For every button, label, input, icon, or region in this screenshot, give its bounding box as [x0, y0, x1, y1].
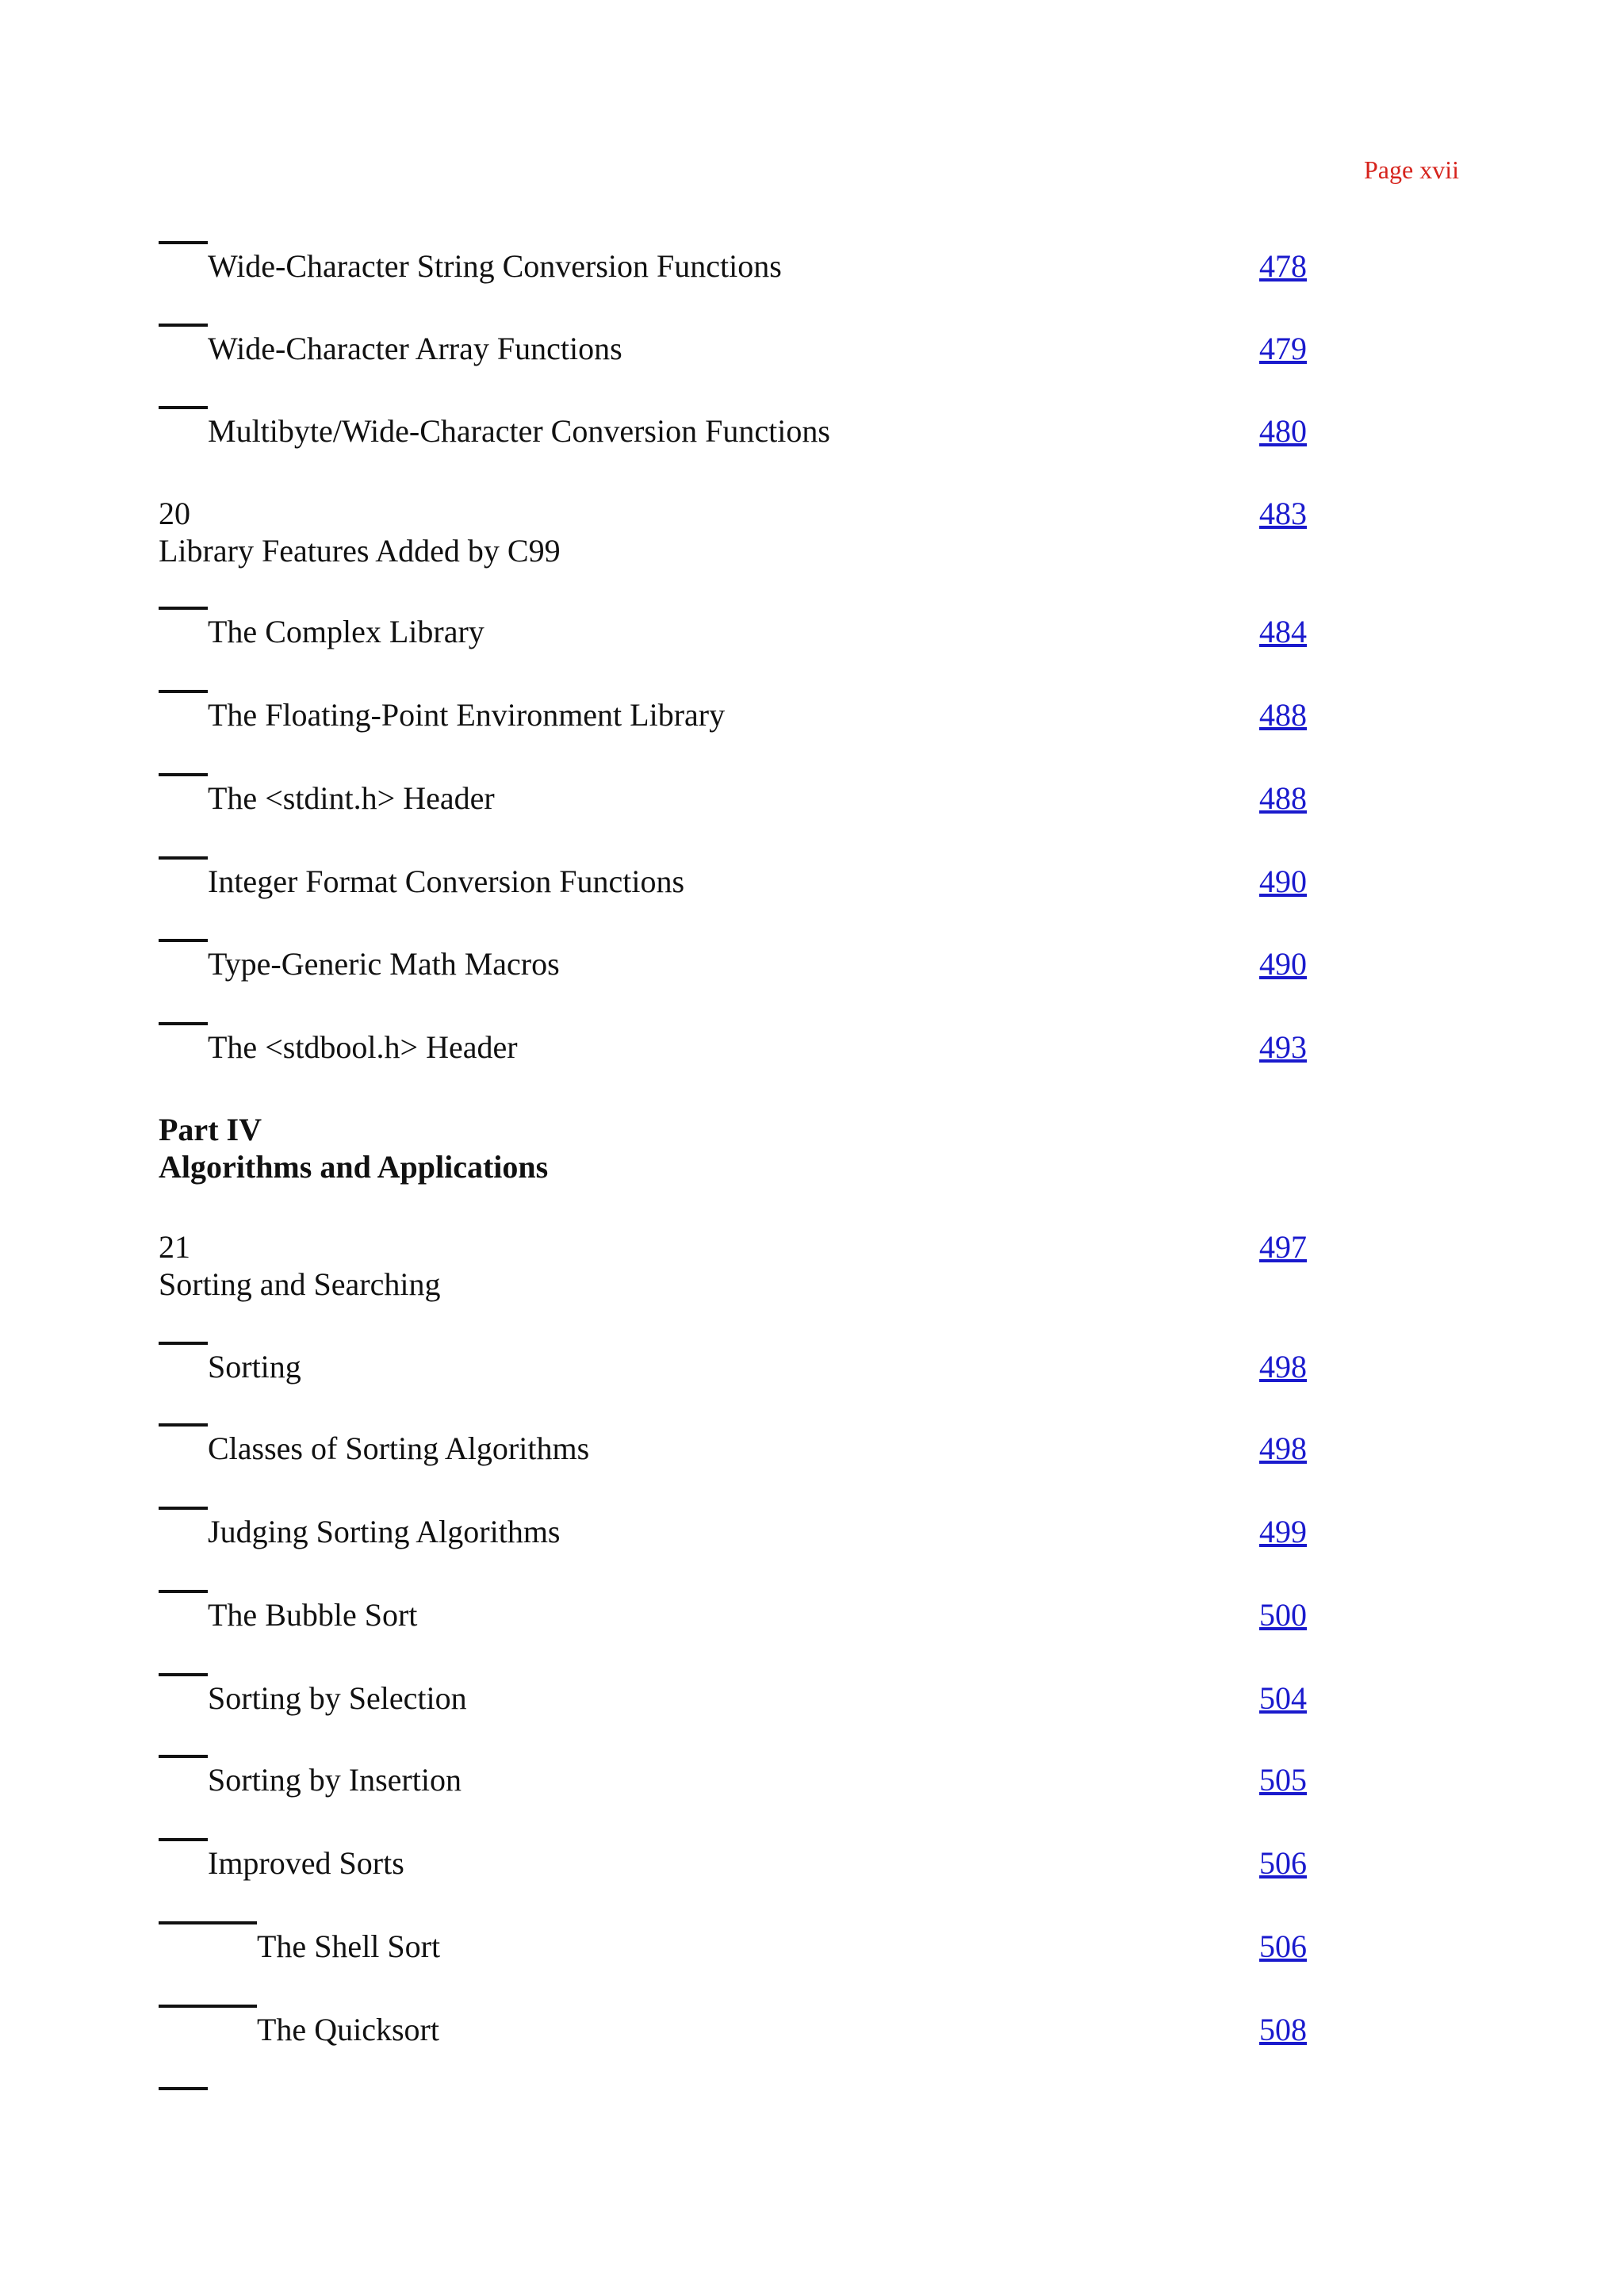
toc-entry	[0, 945, 1624, 993]
toc-page-link[interactable]: 483	[1259, 496, 1307, 531]
toc-entry	[0, 1844, 1624, 1892]
toc-page-link[interactable]: 490	[1259, 946, 1307, 982]
toc-entry-label: Sorting	[208, 1349, 301, 1384]
toc-page-link[interactable]: 500	[1259, 1597, 1307, 1633]
indent-rule	[159, 241, 208, 244]
toc-entry-label: Sorting by Selection	[208, 1680, 467, 1716]
toc-entry	[0, 412, 1624, 460]
chapter-heading	[0, 1228, 1624, 1316]
toc-entry-label: Wide-Character String Conversion Functions	[208, 248, 782, 284]
indent-rule	[159, 607, 208, 610]
toc-entry-label: Judging Sorting Algorithms	[208, 1514, 561, 1549]
indent-rule	[159, 1507, 208, 1510]
toc-entry-label: The Floating-Point Environment Library	[208, 697, 726, 733]
toc-page-link[interactable]: 505	[1259, 1762, 1307, 1798]
toc-page-link[interactable]: 484	[1259, 614, 1307, 649]
toc-entry-label: Sorting by Insertion	[208, 1762, 462, 1798]
indent-rule	[159, 1838, 208, 1841]
indent-rule	[159, 1022, 208, 1025]
indent-rule	[159, 1921, 257, 1924]
indent-rule	[159, 690, 208, 693]
indent-rule	[159, 1755, 208, 1758]
toc-page-link[interactable]: 498	[1259, 1430, 1307, 1466]
indent-rule	[159, 1342, 208, 1345]
indent-rule	[159, 1423, 208, 1427]
indent-rule	[159, 1590, 208, 1593]
page-number-label: Page xvii	[1364, 155, 1459, 184]
toc-subentry	[0, 1928, 1624, 1975]
toc-page-link[interactable]: 498	[1259, 1349, 1307, 1384]
indent-rule	[159, 2005, 257, 2008]
toc-page-link[interactable]: 480	[1259, 413, 1307, 449]
toc-entry-label: The Quicksort	[257, 2012, 439, 2047]
part-title: Algorithms and Applications	[159, 1149, 549, 1185]
toc-entry	[0, 1679, 1624, 1727]
toc-subentry	[0, 2011, 1624, 2058]
indent-rule	[159, 1673, 208, 1676]
toc-page-link[interactable]: 504	[1259, 1680, 1307, 1716]
toc-entry	[0, 1761, 1624, 1809]
toc-entry-label: The Shell Sort	[257, 1928, 441, 1964]
part-label: Part IV	[159, 1112, 262, 1147]
toc-entry-continuation	[0, 2093, 1624, 2109]
toc-entry	[0, 330, 1624, 377]
chapter-number: 21	[159, 1229, 190, 1265]
toc-page-link[interactable]: 488	[1259, 780, 1307, 816]
toc-page-link[interactable]: 488	[1259, 697, 1307, 733]
toc-page-link[interactable]: 506	[1259, 1845, 1307, 1881]
indent-rule	[159, 324, 208, 327]
chapter-heading	[0, 495, 1624, 582]
toc-page-link[interactable]: 479	[1259, 331, 1307, 366]
toc-entry	[0, 1028, 1624, 1076]
indent-rule	[159, 773, 208, 776]
toc-entry-label: Wide-Character Array Functions	[208, 331, 622, 366]
toc-entry	[0, 1596, 1624, 1644]
toc-page-link[interactable]: 499	[1259, 1514, 1307, 1549]
toc-entry	[0, 863, 1624, 910]
indent-rule	[159, 856, 208, 860]
toc-page-link[interactable]: 478	[1259, 248, 1307, 284]
toc-entry-label: Integer Format Conversion Functions	[208, 864, 685, 899]
toc-entry	[0, 1348, 1624, 1396]
indent-rule	[159, 406, 208, 409]
indent-rule	[159, 939, 208, 942]
toc-entry-label: Type-Generic Math Macros	[208, 946, 560, 982]
chapter-number: 20	[159, 496, 190, 531]
toc-page-link[interactable]: 508	[1259, 2012, 1307, 2047]
toc-entry-label: The Bubble Sort	[208, 1597, 418, 1633]
toc-page-link[interactable]: 493	[1259, 1029, 1307, 1065]
toc-entry-label: The <stdbool.h> Header	[208, 1029, 518, 1065]
toc-entry	[0, 1430, 1624, 1477]
chapter-title: Library Features Added by C99	[159, 533, 561, 569]
toc-entry-label: Multibyte/Wide-Character Conversion Functions	[208, 413, 830, 449]
toc-entry-label: The <stdint.h> Header	[208, 780, 495, 816]
toc-entry-label: Improved Sorts	[208, 1845, 404, 1881]
toc-entry-label: The Complex Library	[208, 614, 485, 649]
toc-entry	[0, 1513, 1624, 1561]
toc-entry	[0, 247, 1624, 295]
toc-entry-label: Classes of Sorting Algorithms	[208, 1430, 590, 1466]
chapter-title: Sorting and Searching	[159, 1266, 441, 1302]
toc-page-link[interactable]: 490	[1259, 864, 1307, 899]
toc-entry	[0, 779, 1624, 827]
toc-entry	[0, 613, 1624, 661]
toc-entry	[0, 696, 1624, 744]
toc-page-link[interactable]: 506	[1259, 1928, 1307, 1964]
toc-page-link[interactable]: 497	[1259, 1229, 1307, 1265]
indent-rule	[159, 2087, 208, 2090]
